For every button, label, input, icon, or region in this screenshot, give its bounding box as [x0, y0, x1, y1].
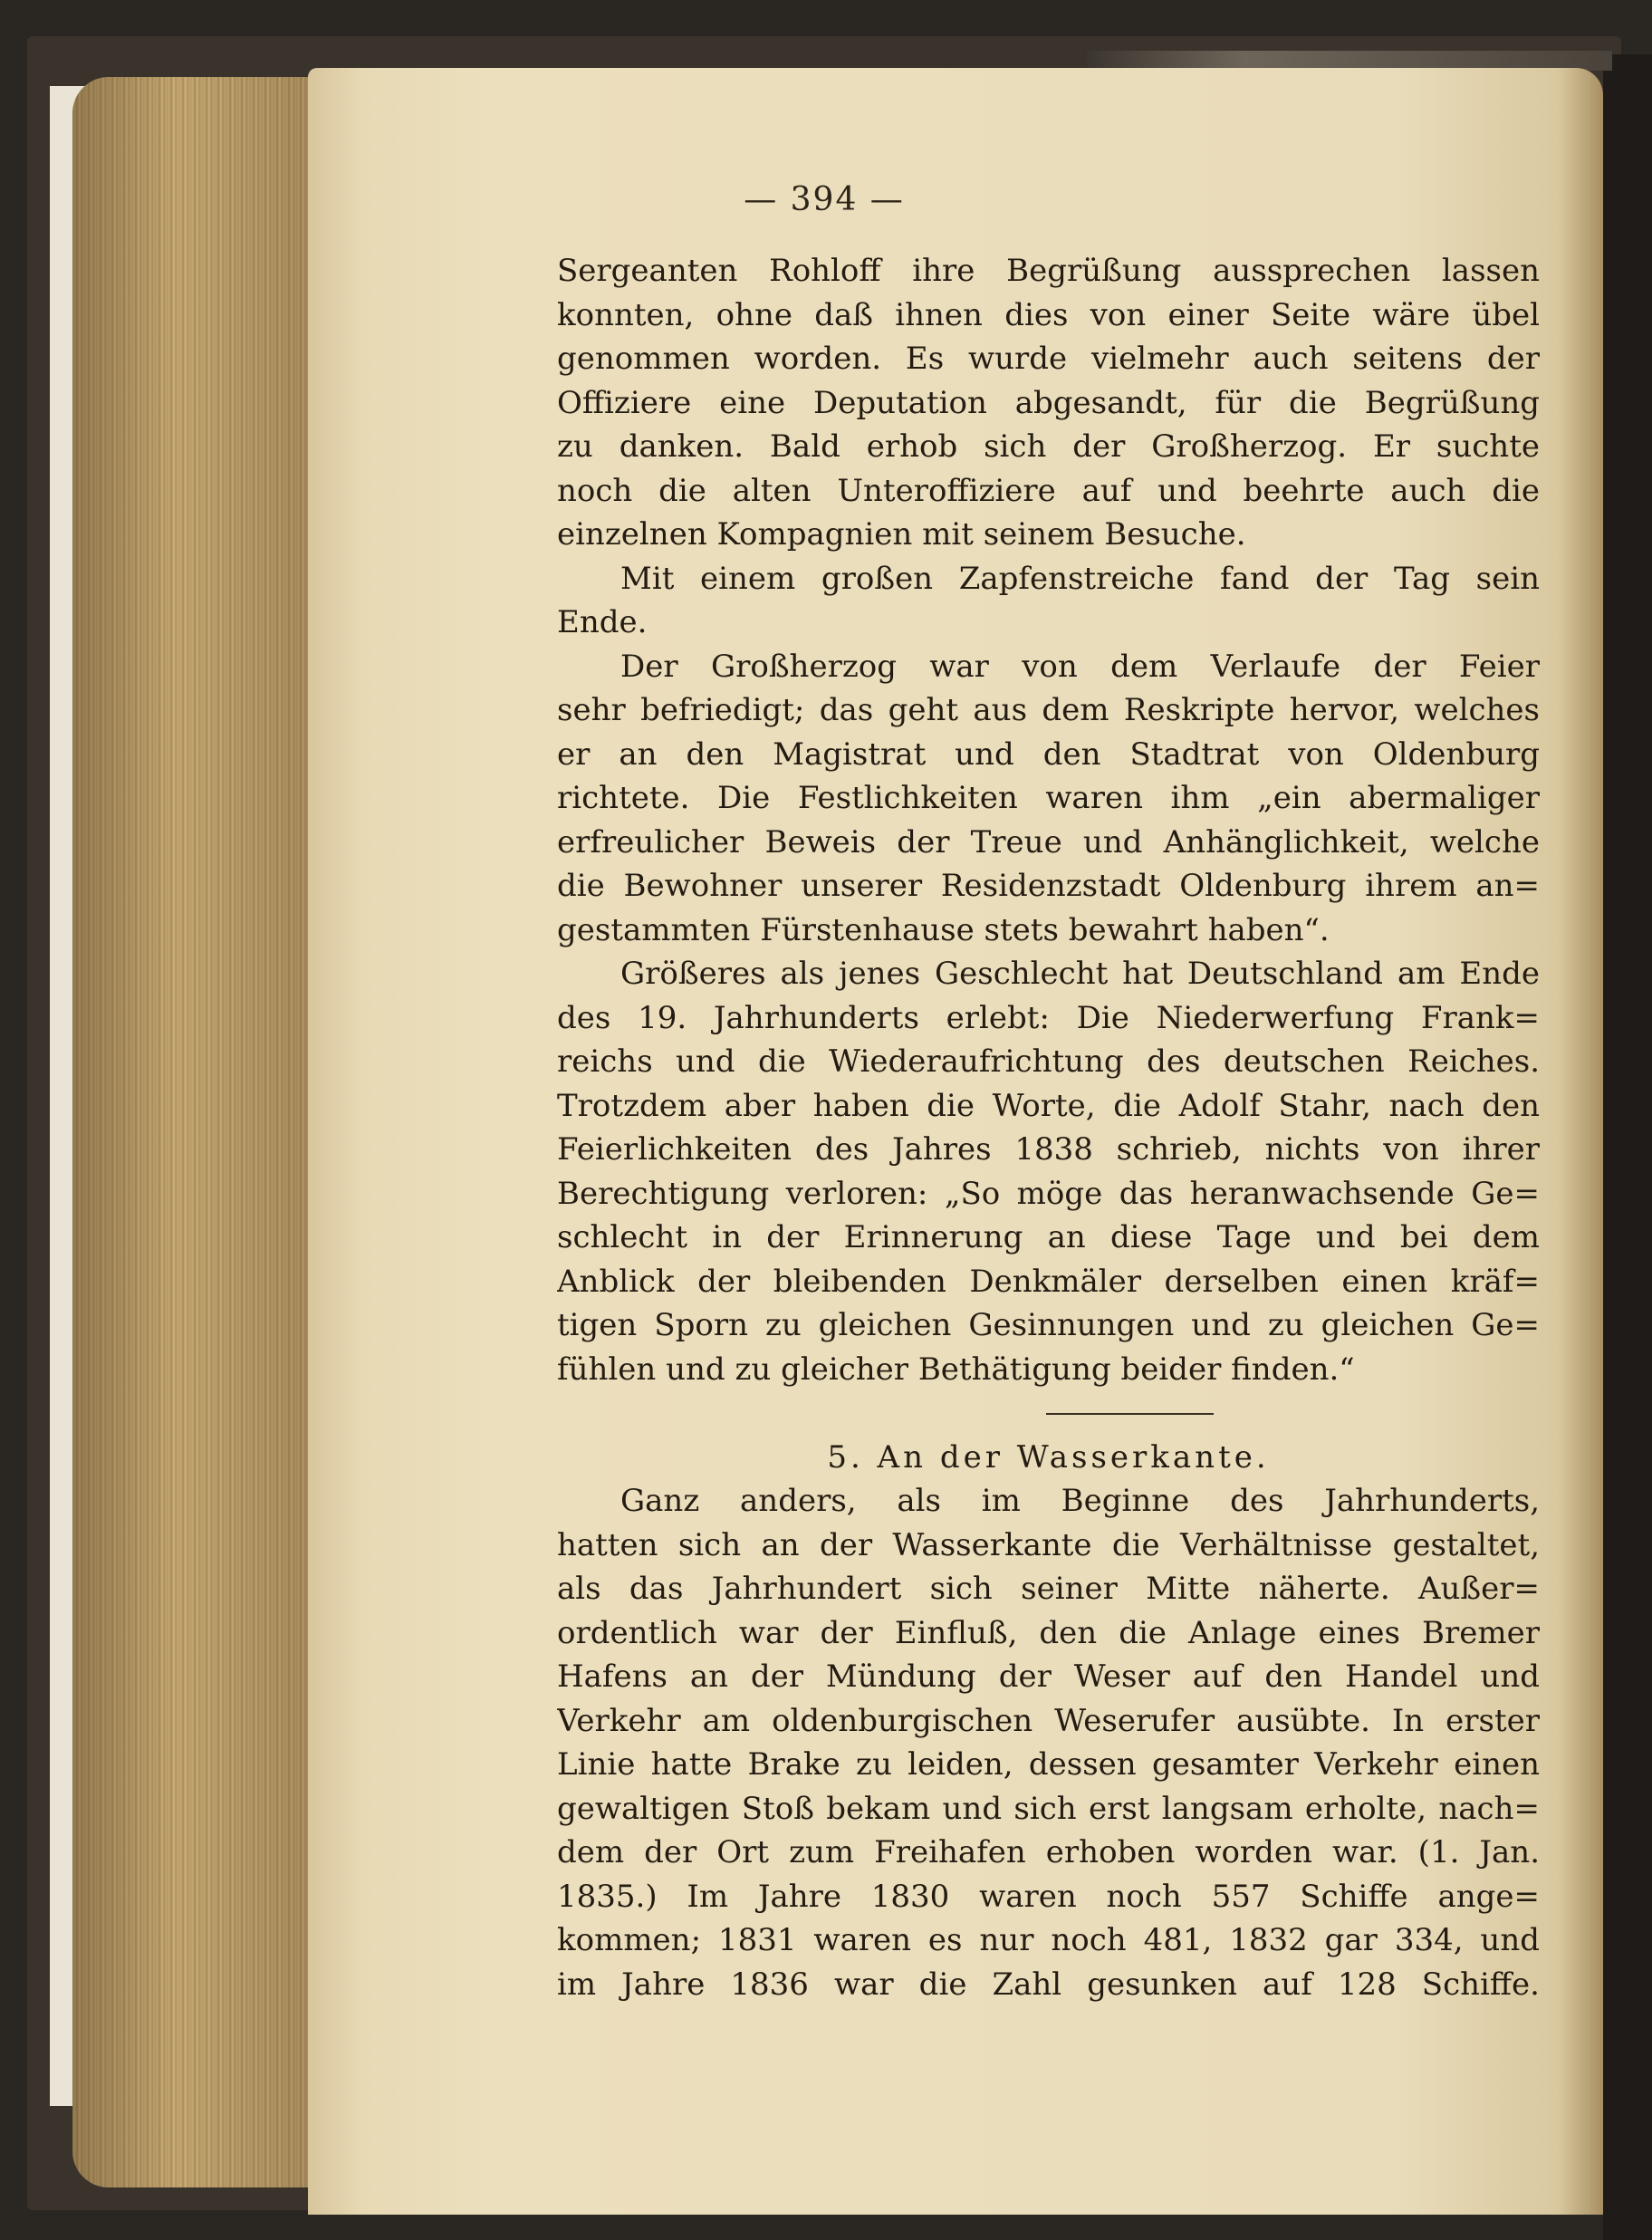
text-line: Linie hatte Brake zu leiden, dessen gesamter Verkehr einen — [557, 1746, 1540, 1783]
text-line: erfreulicher Beweis der Treue und Anhänglichkeit, welche — [557, 823, 1540, 860]
text-line: konnten, ohne daß ihnen dies von einer Seite wäre übel — [557, 296, 1540, 333]
text-line: schlecht in der Erinnerung an diese Tage und bei dem — [557, 1219, 1540, 1255]
text-line: kommen; 1831 waren es nur noch 481, 1832 gar 334, und — [557, 1922, 1540, 1958]
text-line: die Bewohner unserer Residenzstadt Oldenburg ihrem an= — [557, 868, 1540, 904]
text-line: ordentlich war der Einfluß, den die Anlage eines Bremer — [557, 1614, 1540, 1651]
text-line: hatten sich an der Wasserkante die Verhältnisse gestaltet, — [557, 1526, 1540, 1563]
text-line: Der Großherzog war von dem Verlaufe der Feier — [620, 648, 1540, 685]
text-line: genommen worden. Es wurde vielmehr auch seitens der — [557, 341, 1540, 377]
text-line: zu danken. Bald erhob sich der Großherzog. Er suchte — [557, 428, 1540, 465]
text-line: gestammten Fürstenhause stets bewahrt haben“. — [557, 911, 1330, 948]
text-line: sehr befriedigt; das geht aus dem Reskripte hervor, welches — [557, 692, 1540, 728]
text-line: Ende. — [557, 604, 648, 640]
section-heading: 5. An der Wasserkante. — [827, 1438, 1270, 1476]
text-line: Berechtigung verloren: „So möge das heranwachsende Ge= — [557, 1175, 1540, 1212]
text-line: des 19. Jahrhunderts erlebt: Die Niederwerfung Frank= — [557, 999, 1540, 1036]
text-line: reichs und die Wiederaufrichtung des deutschen Reiches. — [557, 1043, 1540, 1080]
text-line: als das Jahrhundert sich seiner Mitte näherte. Außer= — [557, 1571, 1540, 1607]
text-line: Mit einem großen Zapfenstreiche fand der Tag sein — [620, 560, 1540, 597]
divider-rule — [1046, 1413, 1214, 1415]
text-line: noch die alten Unteroffiziere auf und beehrte auch die — [557, 472, 1540, 509]
text-line: richtete. Die Festlichkeiten waren ihm „ein abermaliger — [557, 780, 1540, 816]
text-line: Trotzdem aber haben die Worte, die Adolf Stahr, nach den — [557, 1087, 1540, 1124]
text-line: Verkehr am oldenburgischen Weserufer ausübte. In erster — [557, 1702, 1540, 1739]
section-divider — [557, 1391, 1540, 1436]
text-line: einzelnen Kompagnien mit seinem Besuche. — [557, 516, 1246, 553]
text-line: Offiziere eine Deputation abgesandt, für die Begrüßung — [557, 384, 1540, 421]
text-line: tigen Sporn zu gleichen Gesinnungen und zu gleichen Ge= — [557, 1307, 1540, 1343]
text-line: 1835.) Im Jahre 1830 waren noch 557 Schiffe ange= — [557, 1878, 1540, 1915]
text-line: Anblick der bleibenden Denkmäler derselben einen kräf= — [557, 1263, 1540, 1300]
text-line: Sergeanten Rohloff ihre Begrüßung aussprechen lassen — [557, 253, 1540, 289]
text-line: er an den Magistrat und den Stadtrat von Oldenburg — [557, 735, 1540, 773]
text-line: Größeres als jenes Geschlecht hat Deutschland am Ende — [620, 956, 1540, 992]
page-number: — 394 — — [744, 181, 905, 218]
text-line: gewaltigen Stoß bekam und sich erst langsam erholte, nach= — [557, 1790, 1540, 1827]
text-line: Feierlichkeiten des Jahres 1838 schrieb, nichts von ihrer — [557, 1131, 1540, 1168]
text-line: fühlen und zu gleicher Bethätigung beider finden.“ — [557, 1351, 1355, 1388]
gutter-shadow — [1603, 54, 1652, 2240]
text-line: Ganz anders, als im Beginne des Jahrhunderts, — [620, 1483, 1540, 1519]
text-line: im Jahre 1836 war die Zahl gesunken auf 128 Schiffe. — [557, 1966, 1540, 2003]
text-line: Hafens an der Mündung der Weser auf den Handel und — [557, 1658, 1540, 1695]
text-line: dem der Ort zum Freihafen erhoben worden war. (1. Jan. — [557, 1834, 1540, 1870]
page-edges — [72, 77, 335, 2187]
body-text — [557, 249, 1540, 2006]
